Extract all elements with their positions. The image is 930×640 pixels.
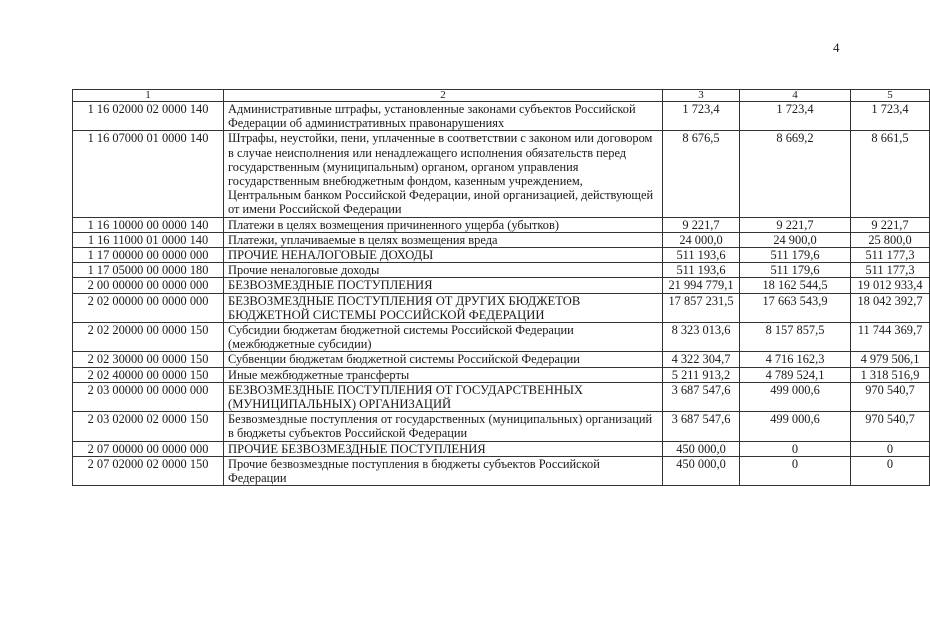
value-col4: 499 000,6: [740, 382, 851, 411]
budget-code: 2 03 00000 00 0000 000: [73, 382, 224, 411]
header-cell: 3: [663, 90, 740, 102]
value-col3: 3 687 547,6: [663, 412, 740, 441]
value-col4: 17 663 543,9: [740, 293, 851, 322]
value-col5: 9 221,7: [851, 217, 930, 232]
value-col3: 3 687 547,6: [663, 382, 740, 411]
header-cell: 1: [73, 90, 224, 102]
table-row: [73, 248, 930, 263]
budget-code: 2 02 00000 00 0000 000: [73, 293, 224, 322]
table-row: [73, 217, 930, 232]
value-col4: 4 789 524,1: [740, 367, 851, 382]
revenue-name: Платежи, уплачиваемые в целях возмещения вреда: [224, 232, 663, 247]
table-row: [73, 352, 930, 367]
revenue-name: Платежи в целях возмещения причиненного ущерба (убытков): [224, 217, 663, 232]
table-row: [73, 382, 930, 411]
value-col5: 19 012 933,4: [851, 278, 930, 293]
header-cell: 2: [224, 90, 663, 102]
table-row: [73, 323, 930, 352]
value-col3: 511 193,6: [663, 248, 740, 263]
value-col3: 21 994 779,1: [663, 278, 740, 293]
value-col3: 8 323 013,6: [663, 323, 740, 352]
budget-code: 2 07 02000 02 0000 150: [73, 456, 224, 485]
revenue-name: ПРОЧИЕ БЕЗВОЗМЕЗДНЫЕ ПОСТУПЛЕНИЯ: [224, 441, 663, 456]
table-row: [73, 412, 930, 441]
budget-code: 2 02 20000 00 0000 150: [73, 323, 224, 352]
revenue-name: Прочие неналоговые доходы: [224, 263, 663, 278]
table-row: [73, 102, 930, 131]
budget-code: 2 07 00000 00 0000 000: [73, 441, 224, 456]
budget-code: 1 16 11000 01 0000 140: [73, 232, 224, 247]
revenue-name: Административные штрафы, установленные законами субъектов Российской Федерации об административных правонарушениях: [224, 102, 663, 131]
value-col5: 511 177,3: [851, 248, 930, 263]
revenue-name: Субсидии бюджетам бюджетной системы Российской Федерации (межбюджетные субсидии): [224, 323, 663, 352]
value-col4: 9 221,7: [740, 217, 851, 232]
value-col5: 25 800,0: [851, 232, 930, 247]
revenue-name: Прочие безвозмездные поступления в бюджеты субъектов Российской Федерации: [224, 456, 663, 485]
table-row: [73, 131, 930, 217]
header-row: [73, 90, 930, 102]
value-col5: 18 042 392,7: [851, 293, 930, 322]
budget-code: 1 16 02000 02 0000 140: [73, 102, 224, 131]
value-col3: 9 221,7: [663, 217, 740, 232]
table-row: [73, 441, 930, 456]
budget-code: 2 00 00000 00 0000 000: [73, 278, 224, 293]
revenue-table: [72, 89, 930, 486]
budget-code: 2 03 02000 02 0000 150: [73, 412, 224, 441]
revenue-name: Иные межбюджетные трансферты: [224, 367, 663, 382]
revenue-name: БЕЗВОЗМЕЗДНЫЕ ПОСТУПЛЕНИЯ ОТ ДРУГИХ БЮДЖЕТОВ БЮДЖЕТНОЙ СИСТЕМЫ РОССИЙСКОЙ ФЕДЕРАЦИИ: [224, 293, 663, 322]
value-col3: 5 211 913,2: [663, 367, 740, 382]
value-col5: 8 661,5: [851, 131, 930, 217]
value-col4: 1 723,4: [740, 102, 851, 131]
revenue-name: Субвенции бюджетам бюджетной системы Российской Федерации: [224, 352, 663, 367]
value-col3: 1 723,4: [663, 102, 740, 131]
table-row: [73, 293, 930, 322]
page-number: 4: [833, 40, 840, 55]
value-col3: 511 193,6: [663, 263, 740, 278]
value-col4: 24 900,0: [740, 232, 851, 247]
value-col5: 1 318 516,9: [851, 367, 930, 382]
value-col4: 8 669,2: [740, 131, 851, 217]
budget-code: 2 02 40000 00 0000 150: [73, 367, 224, 382]
table-row: [73, 232, 930, 247]
value-col5: 970 540,7: [851, 382, 930, 411]
table-row: [73, 263, 930, 278]
value-col5: 0: [851, 456, 930, 485]
value-col3: 450 000,0: [663, 441, 740, 456]
budget-code: 1 17 00000 00 0000 000: [73, 248, 224, 263]
budget-code: 1 16 07000 01 0000 140: [73, 131, 224, 217]
budget-code: 1 17 05000 00 0000 180: [73, 263, 224, 278]
value-col5: 4 979 506,1: [851, 352, 930, 367]
revenue-name: ПРОЧИЕ НЕНАЛОГОВЫЕ ДОХОДЫ: [224, 248, 663, 263]
table-row: [73, 278, 930, 293]
header-cell: 5: [851, 90, 930, 102]
value-col5: 970 540,7: [851, 412, 930, 441]
value-col3: 8 676,5: [663, 131, 740, 217]
revenue-name: Штрафы, неустойки, пени, уплаченные в соответствии с законом или договором в случае неисполнения или ненадлежащего исполнения обязательств перед государственным (муниципальным) органом, органом управления государственным внебюджетным фондом, казенным учреждением, Центральным банком Российской Федерации, иной организацией, действующей от имени Российской Федерации: [224, 131, 663, 217]
value-col5: 11 744 369,7: [851, 323, 930, 352]
revenue-name: Безвозмездные поступления от государственных (муниципальных) организаций в бюджеты субъектов Российской Федерации: [224, 412, 663, 441]
value-col3: 4 322 304,7: [663, 352, 740, 367]
value-col5: 0: [851, 441, 930, 456]
value-col4: 499 000,6: [740, 412, 851, 441]
value-col4: 0: [740, 441, 851, 456]
value-col3: 24 000,0: [663, 232, 740, 247]
revenue-name: БЕЗВОЗМЕЗДНЫЕ ПОСТУПЛЕНИЯ: [224, 278, 663, 293]
revenue-name: БЕЗВОЗМЕЗДНЫЕ ПОСТУПЛЕНИЯ ОТ ГОСУДАРСТВЕННЫХ (МУНИЦИПАЛЬНЫХ) ОРГАНИЗАЦИЙ: [224, 382, 663, 411]
table-row: [73, 456, 930, 485]
header-cell: 4: [740, 90, 851, 102]
value-col4: 8 157 857,5: [740, 323, 851, 352]
value-col3: 17 857 231,5: [663, 293, 740, 322]
value-col4: 0: [740, 456, 851, 485]
value-col5: 1 723,4: [851, 102, 930, 131]
table-row: [73, 367, 930, 382]
value-col4: 511 179,6: [740, 263, 851, 278]
value-col3: 450 000,0: [663, 456, 740, 485]
value-col4: 18 162 544,5: [740, 278, 851, 293]
budget-code: 1 16 10000 00 0000 140: [73, 217, 224, 232]
value-col4: 4 716 162,3: [740, 352, 851, 367]
budget-code: 2 02 30000 00 0000 150: [73, 352, 224, 367]
value-col5: 511 177,3: [851, 263, 930, 278]
value-col4: 511 179,6: [740, 248, 851, 263]
